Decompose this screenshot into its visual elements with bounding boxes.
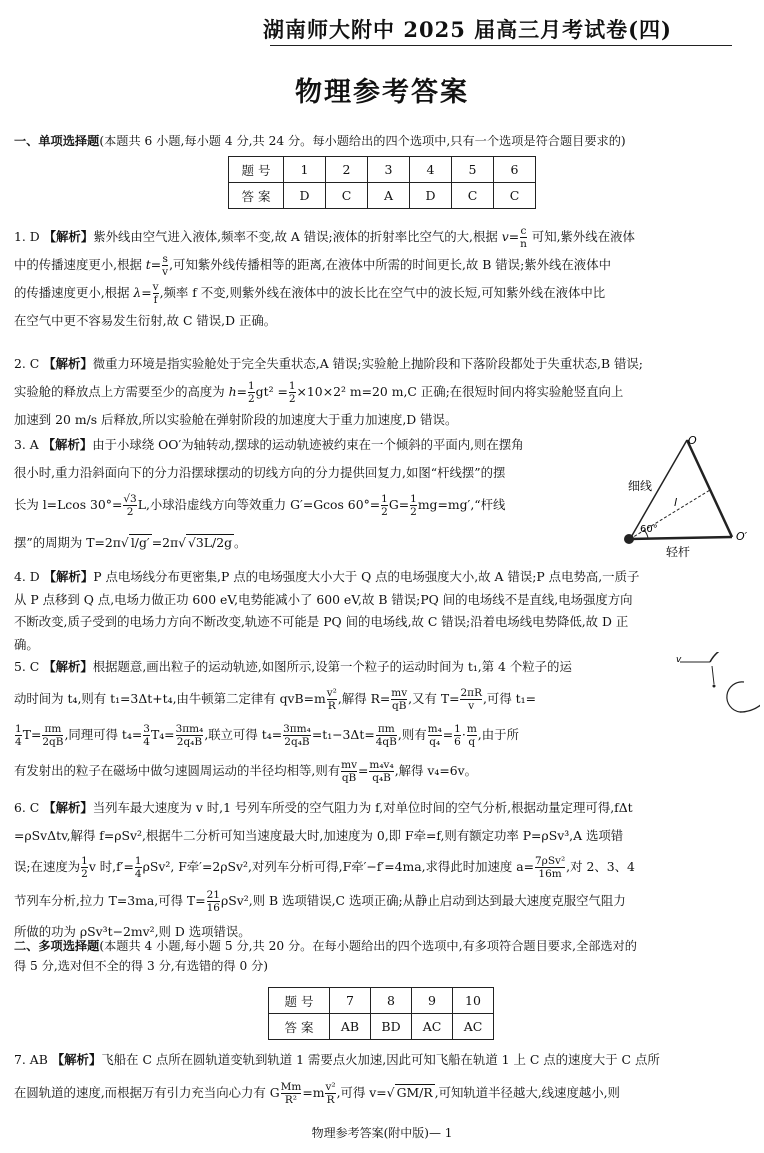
fraction [535, 855, 565, 880]
question-number: 10 [453, 988, 494, 1014]
analysis-tag: 【解析】 [43, 356, 93, 371]
denominator: R [326, 1094, 335, 1106]
q1-text: 可知,紫外线在液体 [527, 229, 635, 244]
question-number: 7 [330, 988, 371, 1014]
numerator: 1 [454, 723, 461, 735]
fraction [289, 380, 296, 405]
question-number: 4 [410, 157, 452, 183]
q1-text: 中的传播速度更小,根据 [14, 257, 146, 272]
q4-text: 不断改变,质子受到的电场力方向不断改变,轨迹不可能是 PQ 间的电场线,故 C 错误;沿着电场线电势降低,故 D 正 [14, 614, 629, 629]
section2-answer-table [268, 987, 494, 1040]
ball [624, 534, 634, 544]
numerator: c [520, 225, 527, 237]
fraction [376, 723, 397, 748]
numerator: m₄v₄ [369, 759, 394, 771]
denominator: 2q₄B [284, 736, 310, 748]
q7-text: =m [302, 1085, 325, 1100]
table-row-answers [229, 183, 536, 209]
numerator: m [466, 723, 477, 735]
solution-q1 [14, 223, 754, 335]
numerator: 1 [15, 723, 22, 735]
fraction [341, 759, 357, 784]
solution-q5 [14, 653, 674, 789]
answer-cell: D [410, 183, 452, 209]
particle-trajectory-figure [674, 652, 760, 742]
answer-cell: C [452, 183, 494, 209]
numerator: √3 [123, 493, 137, 505]
denominator: 2 [410, 506, 417, 518]
fraction [325, 1081, 335, 1106]
denominator: R [327, 700, 336, 712]
q2-number: 2. C [14, 356, 40, 371]
numerator: s [162, 253, 168, 265]
denominator: 2q₄B [176, 736, 203, 748]
answer-cell: AC [453, 1014, 494, 1040]
q3-text: 。 [234, 535, 247, 550]
question-number: 3 [368, 157, 410, 183]
light-rod [630, 537, 732, 539]
numerator: m₄ [427, 723, 442, 735]
q4-text: 从 P 点移到 Q 点,电场力做正功 600 eV,电势能减小了 600 eV,故 B 错误;PQ 间的电场线不是直线,电场强度方向 [14, 591, 633, 607]
analysis-tag: 【解析】 [43, 229, 94, 244]
fraction [327, 687, 337, 712]
solution-q2 [14, 350, 754, 434]
answer-cell: D [284, 183, 326, 209]
fraction [283, 723, 311, 748]
answer-cell: A [368, 183, 410, 209]
radius-line [712, 666, 714, 684]
q3-text: 由于小球绕 OO′为轴转动,摆球的运动轨迹被约束在一个倾斜的平面内,则在摆角 [92, 437, 524, 452]
question-number: 9 [412, 988, 453, 1014]
q3-text: mg=mg′,“杆线 [417, 497, 506, 512]
fraction [391, 687, 407, 712]
sqrt-expression: GM/R [396, 1085, 433, 1100]
q7-text: ,可知轨道半径越大,线速度越小,则 [434, 1085, 620, 1100]
q6-text: v 时,f′= [88, 859, 134, 874]
numerator: 1 [381, 493, 388, 505]
analysis-tag: 【解析】 [43, 659, 93, 674]
q5-text: = [442, 727, 454, 742]
numerator: 21 [206, 889, 220, 901]
solution-q4 [14, 566, 754, 656]
fraction [410, 493, 417, 518]
q6-text: 节列车分析,拉力 T=3ma,可得 T= [14, 893, 206, 908]
fraction [176, 723, 204, 748]
q2-formula: h= [228, 384, 247, 399]
q2-text: 加速到 20 m/s 后释放,所以实验舱在弹射阶段的加速度大于重力加速度,D 错误。 [14, 412, 458, 427]
answer-cell: BD [371, 1014, 412, 1040]
denominator: qB [341, 772, 357, 784]
solution-q7: 7. AB 【解析】飞船在 C 点所在圆轨道变轨到轨道 1 需要点火加速,因此可知飞船在轨道 1 上 C 点的速度大于 C 点所 在圆轨道的速度,而根据万有引力充当向心力有 G $\frac{Mm}{\text{R²}}$ =m $\frac{\text{v²}}{R}$ ,可得 v=√ GM/R ,可知轨道半径越大,线速度越小,则 [14, 1052, 660, 1106]
q2-formula: gt² = [255, 384, 288, 399]
q3-text: G= [388, 497, 410, 512]
denominator: 16m [535, 867, 565, 880]
numerator: 1 [134, 855, 142, 867]
sqrt-expression: l/g′ [130, 535, 150, 550]
numerator: 2πR [460, 687, 482, 699]
numerator: v² [326, 687, 337, 699]
section1-answer-table [228, 156, 536, 209]
inner-arc [727, 682, 744, 712]
q1-text: 在空气中更不容易发生衍射,故 C 错误,D 正确。 [14, 313, 277, 328]
q5-text: · [461, 727, 466, 742]
q5-text: ,则有 [397, 727, 427, 742]
answer-cell: C [494, 183, 536, 209]
denominator: 2 [288, 393, 296, 405]
fraction [428, 723, 442, 748]
answer-cell: AC [412, 1014, 453, 1040]
label-rope: 细线 [628, 479, 653, 493]
numerator: v [152, 281, 159, 293]
denominator: 6 [454, 736, 461, 748]
analysis-tag: 【解析】 [51, 1052, 102, 1067]
denominator: 4qB [375, 736, 397, 748]
q1-number: 1. D [14, 229, 40, 244]
q2-text: 微重力环境是指实验舱处于完全失重状态,A 错误;实验舱上抛阶段和下落阶段都处于失重状态,B 错误; [92, 356, 643, 371]
q5-text: ,解得 R= [337, 691, 391, 706]
sqrt-expression: √3L/2g [188, 535, 233, 550]
numerator: v² [325, 1081, 336, 1093]
q5-text: 有发射出的粒子在磁场中做匀速圆周运动的半径均相等,则有 [14, 763, 341, 778]
q6-number: 6. C [14, 800, 40, 815]
row-label-number: 题 号 [269, 988, 330, 1014]
numerator: 1 [81, 855, 88, 867]
q3-text: 长为 l=Lcos 30°= [14, 497, 123, 512]
denominator: n [520, 238, 527, 250]
numerator: mv [391, 687, 408, 699]
q6-text: =ρSvΔtv,解得 f=ρSv²,根据牛二分析可知当速度最大时,加速度为 0,即 F牵=f,则有额定功率 P=ρSv³,A 选项错 [14, 828, 624, 843]
page-footer: 物理参考答案(附中版)— 1 [311, 1126, 453, 1140]
denominator: 2qB [42, 736, 64, 748]
fraction [123, 493, 136, 518]
section2-heading [14, 936, 754, 976]
denominator: f [153, 294, 158, 306]
denominator: q₄B [369, 771, 393, 784]
label-angle: 60° [640, 524, 658, 535]
denominator: q [468, 736, 476, 748]
row-label-answer: 答 案 [229, 183, 284, 209]
question-number: 2 [326, 157, 368, 183]
denominator: qB [392, 700, 407, 712]
analysis-tag: 【解析】 [43, 569, 94, 584]
numerator: 3πm₄ [283, 723, 311, 735]
q5-text: =t₁−3Δt= [311, 727, 375, 742]
denominator: 2 [123, 505, 136, 518]
q1-text: 的传播速度更小,根据 [14, 285, 134, 300]
question-number: 8 [371, 988, 412, 1014]
section1-title: 一、单项选择题 [14, 134, 100, 148]
fraction [467, 723, 477, 748]
label-o-prime: O′ [736, 530, 748, 543]
q2-text: 实验舱的释放点上方需要至少的高度为 [14, 384, 229, 399]
exam-series-title: 湖南师大附中 2025 届高三月考试卷(四) [263, 17, 672, 42]
numerator: 1 [247, 380, 255, 392]
fraction [460, 687, 482, 712]
q5-text: ,解得 v₄=6v。 [394, 763, 477, 778]
fraction [281, 1081, 302, 1106]
table-row-numbers [269, 988, 494, 1014]
q1-formula: v= [501, 229, 520, 244]
numerator: Mm [280, 1081, 302, 1093]
denominator: 2 [381, 506, 388, 518]
fraction [42, 723, 63, 748]
label-length: l [674, 496, 678, 509]
q6-text: 当列车最大速度为 v 时,1 号列车所受的空气阻力为 f,对单位时间的空气分析,根据动量定理可得,fΔt [92, 800, 633, 815]
denominator: 4 [143, 736, 150, 748]
fraction [381, 493, 388, 518]
q7-text: ,可得 v= [336, 1085, 387, 1100]
q5-text: ,可得 t₁= [482, 691, 536, 706]
fraction [135, 855, 142, 880]
q3-text: 摆”的周期为 T=2π [14, 535, 121, 550]
question-number: 6 [494, 157, 536, 183]
section2-note: (本题共 4 小题,每小题 5 分,共 20 分。在每小题给出的四个选项中,有多项符合题目要求,全部选对的 [99, 939, 637, 953]
q1-formula: t= [145, 257, 162, 272]
fraction [162, 253, 168, 278]
numerator: 1 [410, 493, 417, 505]
q3-number: 3. A [14, 437, 39, 452]
table-row-answers [269, 1014, 494, 1040]
page-title: 物理参考答案 [295, 77, 469, 108]
numerator: 3πm₄ [175, 723, 204, 735]
q6-text: 误;在速度为 [14, 859, 81, 874]
q4-text: 确。 [14, 636, 39, 652]
fraction [153, 281, 159, 306]
q5-text: ,联立可得 t₄= [204, 727, 283, 742]
q5-text: T= [22, 727, 42, 742]
q7-text: 飞船在 C 点所在圆轨道变轨到轨道 1 需要点火加速,因此可知飞船在轨道 1 上 C 点的速度大于 C 点所 [101, 1052, 660, 1067]
q6-text: ρSv², F牵′=2ρSv²,对列车分析可得,F牵′−f′=4ma,求得此时加速度 a= [142, 859, 534, 874]
q3-text: =2π [151, 535, 179, 550]
numerator: mv [341, 759, 357, 771]
center-dot [713, 685, 716, 688]
q1-text: 紫外线由空气进入液体,频率不变,故 A 错误;液体的折射率比空气的大,根据 [93, 229, 502, 244]
fraction [143, 723, 150, 748]
q5-text: = [358, 763, 369, 778]
q5-text: ,又有 T= [408, 691, 460, 706]
section1-note: (本题共 6 小题,每小题 4 分,共 24 分。每小题给出的四个选项中,只有一个选项是符合题目要求的) [99, 134, 626, 148]
section2-title: 二、多项选择题 [14, 939, 100, 953]
numerator: 1 [288, 380, 296, 392]
q1-text: ,频率 f 不变,则紫外线在液体中的波长比在空气中的波长短,可知紫外线在液体中比 [159, 285, 606, 300]
section1-heading [14, 131, 754, 151]
solution-q6 [14, 794, 754, 946]
answer-cell: AB [330, 1014, 371, 1040]
q5-text: ,由于所 [477, 727, 519, 742]
table-row-numbers [229, 157, 536, 183]
q5-text: 动时间为 t₄,则有 t₁=3Δt+t₄,由牛顿第二定律有 qvB=m [14, 691, 326, 706]
denominator: 16 [206, 902, 220, 914]
fraction [15, 723, 22, 748]
numerator: 7ρSv² [534, 855, 566, 867]
q5-text: ,同理可得 t₄= [64, 727, 143, 742]
q5-text: T₄= [150, 727, 175, 742]
q1-text: ,可知紫外线传播相等的距离,在液体中所需的时间更长,故 B 错误;紫外线在液体中 [169, 257, 611, 272]
numerator: 3 [143, 723, 150, 735]
denominator: 2 [81, 868, 88, 880]
axis-rod [687, 440, 732, 537]
solution-q3: 3. A 【解析】由于小球绕 OO′为轴转动,摆球的运动轨迹被约束在一个倾斜的平面内,则在摆角 很小时,重力沿斜面向下的分力沿摆球摆动的切线方向的分力提供回复力,如图“杆线摆”的摆 长为 l=Lcos 30°= $\frac{√3}{2}$ L,小球沿虚线方向等效重力 G′=Gcos 60°= $\frac{1}{2}$ G= $\frac{1}{2}$ mg=mg′,“杆线 摆”的周期为 T=2π√ l/g′ =2π√ √3L/2g 。 [14, 437, 524, 550]
denominator: 4 [134, 868, 142, 880]
q6-text: ,对 2、3、4 [566, 859, 635, 874]
denominator: R² [281, 1093, 302, 1106]
question-number: 1 [284, 157, 326, 183]
label-rod: 轻杆 [666, 545, 691, 559]
q4-number: 4. D [14, 569, 40, 584]
section2-note: 得 5 分,选对但不全的得 3 分,有选错的得 0 分) [14, 959, 269, 973]
denominator: 2 [247, 393, 255, 405]
q7-number: 7. AB [14, 1052, 48, 1067]
numerator: πm [44, 723, 62, 735]
row-label-number: 题 号 [229, 157, 284, 183]
row-label-answer: 答 案 [269, 1014, 330, 1040]
fraction [454, 723, 461, 748]
q2-text: ×10×2² m=20 m,C 正确;在很短时间内将实验舱竖直向上 [296, 384, 624, 399]
q6-text: ρSv²,则 B 选项错误,C 选项正确;从静止启动到达到最大速度克服空气阻力 [220, 893, 626, 908]
q5-text: 根据题意,画出粒子的运动轨迹,如图所示,设第一个粒子的运动时间为 t₁,第 4 个粒子的运 [92, 659, 572, 674]
header-divider [270, 45, 732, 46]
q5-number: 5. C [14, 659, 40, 674]
analysis-tag: 【解析】 [42, 437, 93, 452]
q1-formula: λ= [133, 285, 152, 300]
q3-text: L,小球沿虚线方向等效重力 G′=Gcos 60°= [137, 497, 381, 512]
label-o: O [688, 434, 697, 447]
fraction [369, 759, 393, 784]
q4-text: P 点电场线分布更密集,P 点的电场强度大小大于 Q 点的电场强度大小,故 A 错误;P 点电势高,一质子 [93, 569, 640, 584]
denominator: v [460, 699, 482, 712]
numerator: πm [377, 723, 395, 735]
q3-text: 很小时,重力沿斜面向下的分力沿摆球摆动的切线方向的分力提供回复力,如图“杆线摆”的摆 [14, 465, 506, 480]
denominator: q₄ [429, 736, 441, 748]
analysis-tag: 【解析】 [43, 800, 93, 815]
denominator: v [162, 266, 169, 278]
fraction [248, 380, 255, 405]
fraction [81, 855, 88, 880]
fraction [520, 225, 527, 250]
denominator: 4 [15, 736, 22, 748]
velocity-label: v [676, 655, 682, 665]
rod-string-pendulum-figure [612, 432, 762, 562]
answer-cell: C [326, 183, 368, 209]
trajectory-circle [710, 652, 760, 712]
q7-text: 在圆轨道的速度,而根据万有引力充当向心力有 G [14, 1085, 280, 1100]
question-number: 5 [452, 157, 494, 183]
fraction [207, 889, 220, 914]
q6-text: 所做的功为 ρSv³t−2mv²,则 D 选项错误。 [14, 924, 251, 939]
